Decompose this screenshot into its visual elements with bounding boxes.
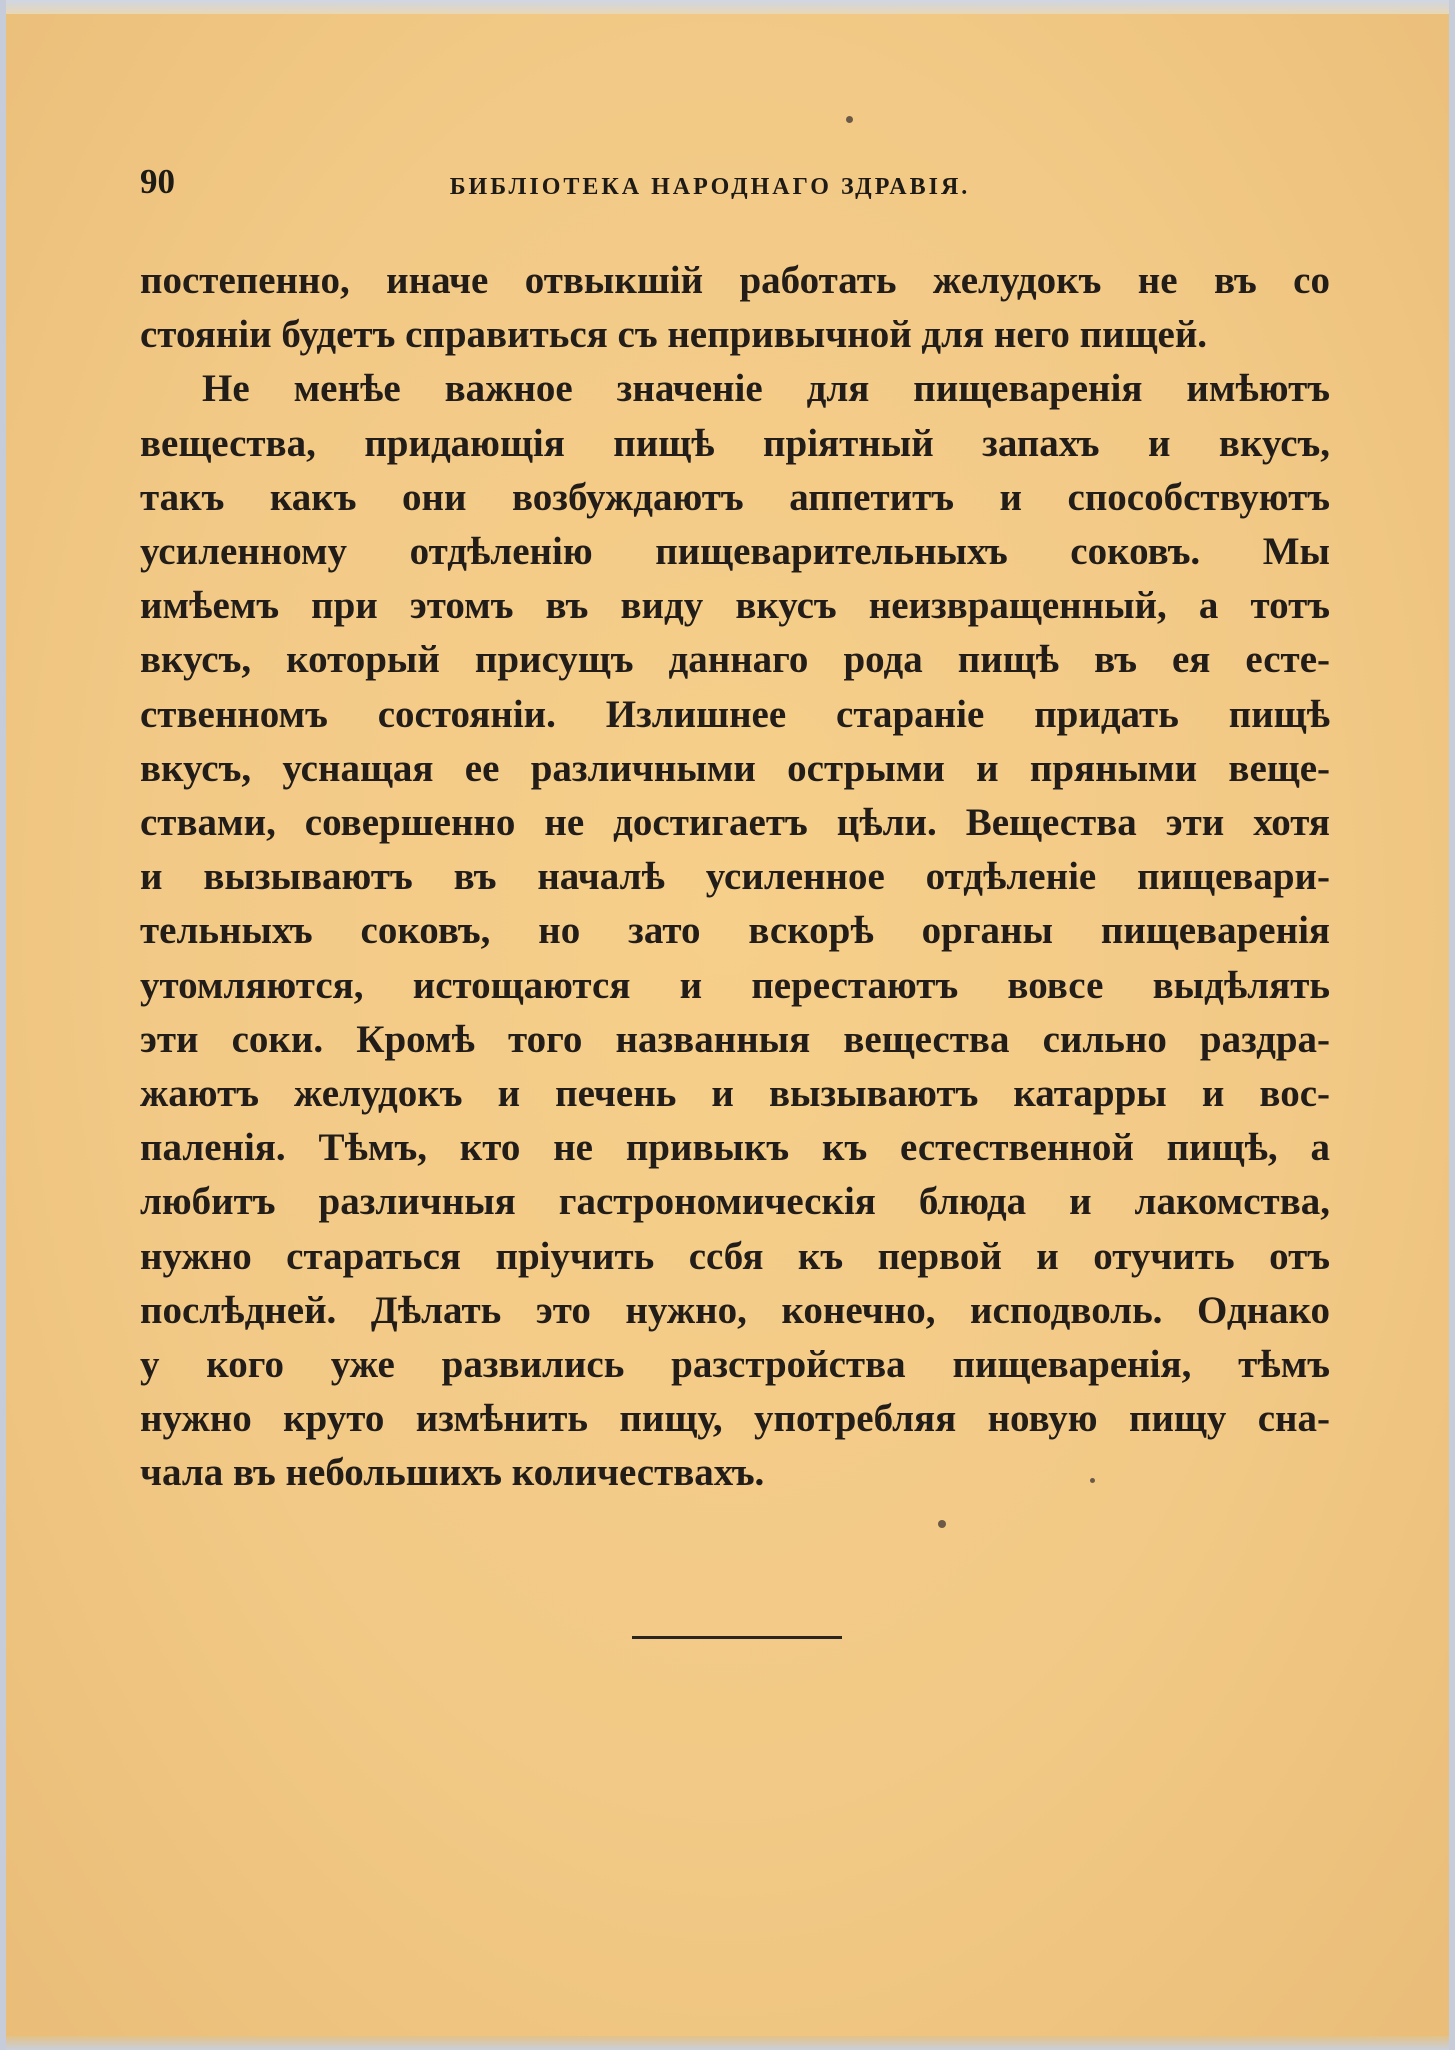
scan-edge-top	[0, 0, 1455, 14]
text-line: нужно стараться пріучить ссбя къ первой и отучить отъ	[140, 1234, 1330, 1278]
text-line: и вызываютъ въ началѣ усиленное отдѣленіе пищевари-	[140, 855, 1330, 899]
body-text	[140, 254, 1330, 1501]
text-line: паленія. Тѣмъ, кто не привыкъ къ естественной пищѣ, а	[140, 1126, 1330, 1170]
page-number: 90	[140, 162, 175, 201]
text-line: такъ какъ они возбуждаютъ аппетитъ и способствуютъ	[140, 475, 1330, 519]
ink-speck	[938, 1520, 946, 1528]
scan-edge-right	[1449, 0, 1455, 2050]
text-line: вкусъ, уснащая ее различными острыми и пряными веще-	[140, 746, 1330, 790]
paragraph-2	[140, 362, 1330, 1500]
section-divider	[632, 1636, 842, 1639]
text-line: эти соки. Кромѣ того названныя вещества сильно раздра-	[140, 1017, 1330, 1061]
text-line: усиленному отдѣленію пищеварительныхъ соковъ. Мы	[140, 530, 1330, 574]
page-header	[140, 162, 1340, 212]
text-line: жаютъ желудокъ и печень и вызываютъ катарры и вос-	[140, 1072, 1330, 1116]
ink-speck	[1090, 1478, 1095, 1483]
ink-speck	[846, 116, 853, 123]
text-line: утомляются, истощаются и перестаютъ вовсе выдѣлять	[140, 963, 1330, 1007]
text-line: чала въ небольшихъ количествахъ.	[140, 1451, 765, 1495]
running-title: БИБЛІОТЕКА НАРОДНАГО ЗДРАВІЯ.	[449, 174, 971, 200]
paragraph-1	[140, 254, 1330, 362]
text-line: вкусъ, который присущъ даннаго рода пищѣ въ ея есте-	[140, 638, 1330, 682]
scan-edge-bottom	[0, 2036, 1455, 2050]
scan-edge-left	[0, 0, 6, 2050]
text-line: любитъ различныя гастрономическія блюда и лакомства,	[140, 1180, 1330, 1224]
text-line: имѣемъ при этомъ въ виду вкусъ неизвращенный, а тотъ	[140, 584, 1330, 628]
text-line: стояніи будетъ справиться съ непривычной для него пищей.	[140, 313, 1208, 357]
text-line: нужно круто измѣнить пищу, употребляя новую пищу сна-	[140, 1397, 1330, 1441]
text-line: ственномъ состояніи. Излишнее стараніе придать пищѣ	[140, 692, 1330, 736]
text-line: у кого уже развились разстройства пищеваренія, тѣмъ	[140, 1343, 1330, 1387]
text-line: послѣдней. Дѣлать это нужно, конечно, исподволь. Однако	[140, 1288, 1330, 1332]
text-line: Не менѣе важное значеніе для пищеваренія имѣютъ	[202, 367, 1330, 411]
text-line: постепенно, иначе отвыкшій работать желудокъ не въ со	[140, 259, 1330, 302]
text-line: тельныхъ соковъ, но зато вскорѣ органы пищеваренія	[140, 909, 1330, 953]
text-line: ствами, совершенно не достигаетъ цѣли. Вещества эти хотя	[140, 801, 1330, 845]
text-line: вещества, придающія пищѣ пріятный запахъ и вкусъ,	[140, 421, 1330, 465]
